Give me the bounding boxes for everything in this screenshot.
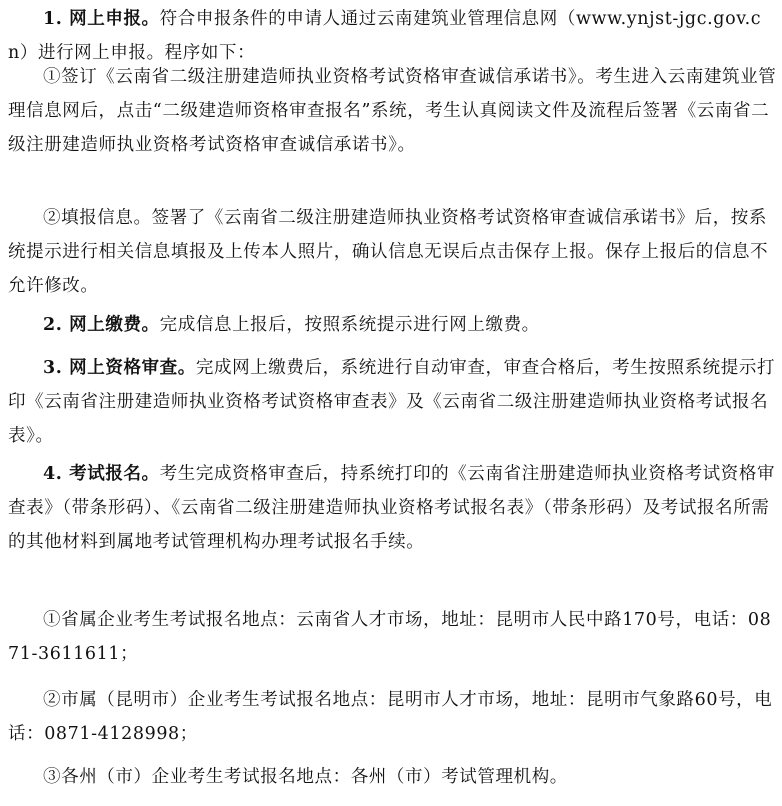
paragraph-municipal-location	[8, 683, 778, 751]
paragraph-text: ②填报信息。签署了《云南省二级注册建造师执业资格考试资格审查诚信承诺书》后，按系统提示进行相关信息填报及上传本人照片，确认信息无误后点击保存上报。保存上报后的信息不允许修改。	[8, 208, 769, 296]
paragraph-heading: 1. 网上申报。	[43, 9, 160, 29]
paragraph-text: ③各州（市）企业考生考试报名地点：各州（市）考试管理机构。	[43, 767, 568, 787]
paragraph-online-payment	[8, 308, 778, 342]
paragraph-text: ①签订《云南省二级注册建造师执业资格考试资格审查诚信承诺书》。考生进入云南建筑业管理信息网后，点击“二级建造师资格审查报名”系统，考生认真阅读文件及流程后签署《云南省二级注册建造师执业资格考试资格审查诚信承诺书》。	[8, 67, 777, 155]
paragraph-text: 考生完成资格审查后，持系统打印的《云南省注册建造师执业资格考试资格审查表》（带条形码）、《云南省二级注册建造师执业资格考试报名表》（带条形码）及考试报名所需的其他材料到属地考试管理机构办理考试报名手续。	[8, 464, 776, 552]
paragraph-text: 完成信息上报后，按照系统提示进行网上缴费。	[159, 315, 540, 335]
paragraph-text: ①省属企业考生考试报名地点：云南省人才市场，地址：昆明市人民中路170号，电话：0871-3611611；	[8, 610, 772, 664]
paragraph-prefecture-location	[8, 760, 778, 794]
paragraph-text: 符合申报条件的申请人通过云南建筑业管理信息网（www.ynjst-jgc.gov.cn）进行网上申报。程序如下：	[8, 9, 762, 63]
paragraph-heading: 2. 网上缴费。	[43, 315, 160, 335]
paragraph-text: 完成网上缴费后，系统进行自动审查，审查合格后，考生按照系统提示打印《云南省注册建造师执业资格考试资格审查表》及《云南省二级注册建造师执业资格考试报名表》。	[8, 358, 776, 446]
paragraph-heading: 3. 网上资格审查。	[43, 358, 196, 378]
paragraph-provincial-location	[8, 603, 778, 671]
paragraph-exam-registration	[8, 457, 778, 559]
paragraph-sign-commitment	[8, 60, 778, 162]
paragraph-text: ②市属（昆明市）企业考生考试报名地点：昆明市人才市场，地址：昆明市气象路60号，电话：0871-4128998；	[8, 690, 773, 744]
paragraph-heading: 4. 考试报名。	[43, 464, 160, 484]
paragraph-online-review	[8, 351, 778, 453]
paragraph-fill-info	[8, 201, 778, 303]
